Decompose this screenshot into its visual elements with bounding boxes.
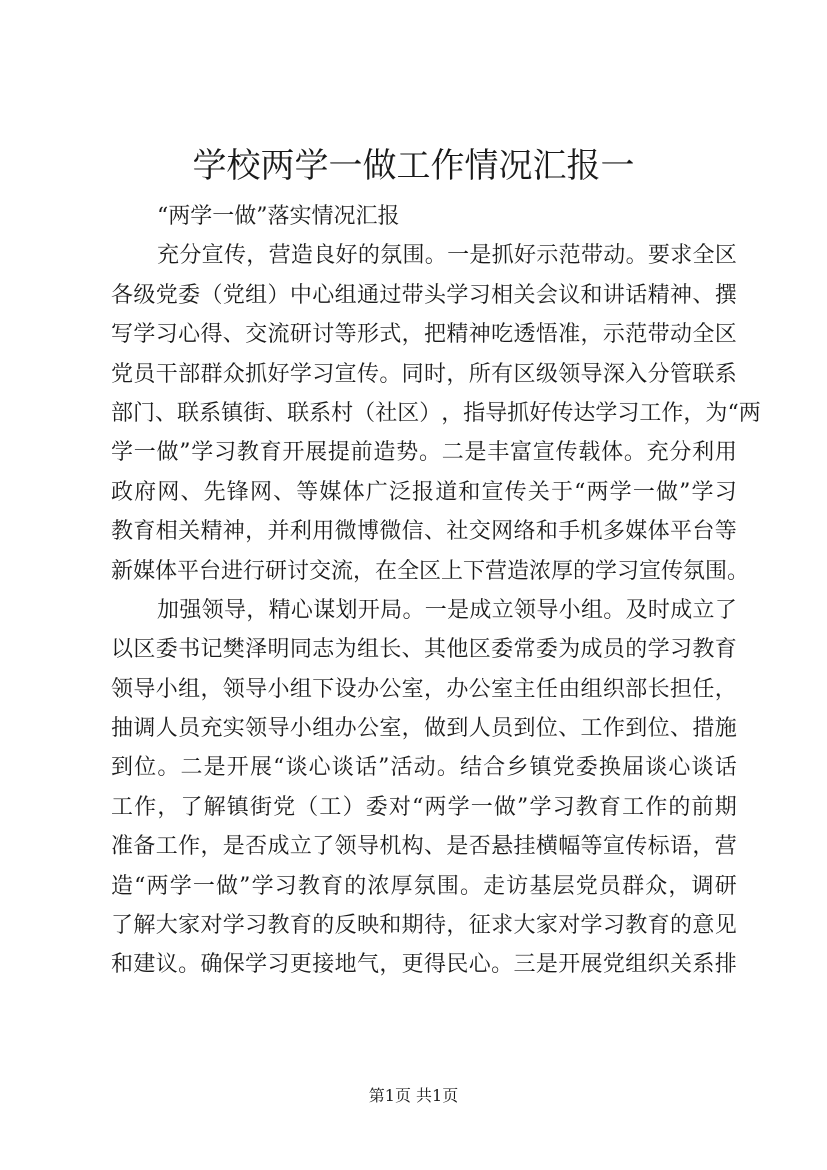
body-line: 领 导 小 组 ， 领 导 小 组 下 设 办 公 室 ， 办 公 室 主 任 由 组 织 部 长 担 任 ， bbox=[111, 676, 737, 702]
body-line: 和 建 议 。 确 保 学 习 更 接 地 气 ， 更 得 民 心 。 三 是 开 展 党 组 织 关 系 排 bbox=[111, 952, 737, 978]
body-line: 工 作 ， 了 解 镇 街 党 （ 工 ） 委 对 “ 两 学 一 做 ” 学 习 教 育 工 作 的 前 期 bbox=[111, 794, 737, 820]
body-line: 充 分 宣 传 ， 营 造 良 好 的 氛 围 。 一 是 抓 好 示 范 带 动 。 要 求 全 区 bbox=[157, 243, 737, 269]
body-line: 学 一 做 ” 学 习 教 育 开 展 提 前 造 势 。 二 是 丰 富 宣 传 载 体 。 充 分 利 用 bbox=[111, 440, 737, 466]
body-line: 加 强 领 导 ， 精 心 谋 划 开 局 。 一 是 成 立 领 导 小 组 。 及 时 成 立 了 bbox=[157, 597, 737, 623]
body-line: 部 门 、 联 系 镇 街 、 联 系 村 （ 社 区 ） ， 指 导 抓 好 传 达 学 习 工 作 ， 为 “ 两 bbox=[111, 400, 761, 426]
body-line: 造 “ 两 学 一 做 ” 学 习 教 育 的 浓 厚 氛 围 。 走 访 基 层 党 员 群 众 ， 调 研 bbox=[111, 873, 737, 899]
body-line: 各 级 党 委 （ 党 组 ） 中 心 组 通 过 带 头 学 习 相 关 会 议 和 讲 话 精 神 、 撰 bbox=[111, 282, 737, 308]
body-line: 准 备 工 作 ， 是 否 成 立 了 领 导 机 构 、 是 否 悬 挂 横 幅 等 宣 传 标 语 ， 营 bbox=[111, 834, 737, 860]
body-line: 政 府 网 、 先 锋 网 、 等 媒 体 广 泛 报 道 和 宣 传 关 于 “ 两 学 一 做 ” 学 习 bbox=[111, 479, 737, 505]
body-line: 到 位 。 二 是 开 展 “ 谈 心 谈 话 ” 活 动 。 结 合 乡 镇 党 委 换 届 谈 心 谈 话 bbox=[111, 755, 737, 781]
body-line: 以 区 委 书 记 樊 泽 明 同 志 为 组 长 、 其 他 区 委 常 委 为 成 员 的 学 习 教 育 bbox=[111, 637, 737, 663]
body-line: 抽 调 人 员 充 实 领 导 小 组 办 公 室 ， 做 到 人 员 到 位 、 工 作 到 位 、 措 施 bbox=[111, 716, 737, 742]
page-footer: 第1页 共1页 bbox=[368, 1086, 459, 1105]
body-line: 新媒体平台进行研讨交流，在全区上下营造浓厚的学习宣传氛围。 bbox=[111, 558, 750, 584]
body-line: “两学一做”落实情况汇报 bbox=[157, 204, 400, 229]
body-line: 写 学 习 心 得 、 交 流 研 讨 等 形 式 ， 把 精 神 吃 透 悟 准 ， 示 范 带 动 全 区 bbox=[111, 322, 737, 348]
body-line: 了 解 大 家 对 学 习 教 育 的 反 映 和 期 待 ， 征 求 大 家 对 学 习 教 育 的 意 见 bbox=[111, 913, 737, 939]
document-body bbox=[111, 197, 761, 985]
document-title: 学校两学一做工作情况汇报一 bbox=[192, 146, 635, 186]
body-line: 党 员 干 部 群 众 抓 好 学 习 宣 传 。 同 时 ， 所 有 区 级 领 导 深 入 分 管 联 系 bbox=[111, 361, 737, 387]
body-line: 教 育 相 关 精 神 ， 并 利 用 微 博 微 信 、 社 交 网 络 和 手 机 多 媒 体 平 台 等 bbox=[111, 519, 737, 545]
